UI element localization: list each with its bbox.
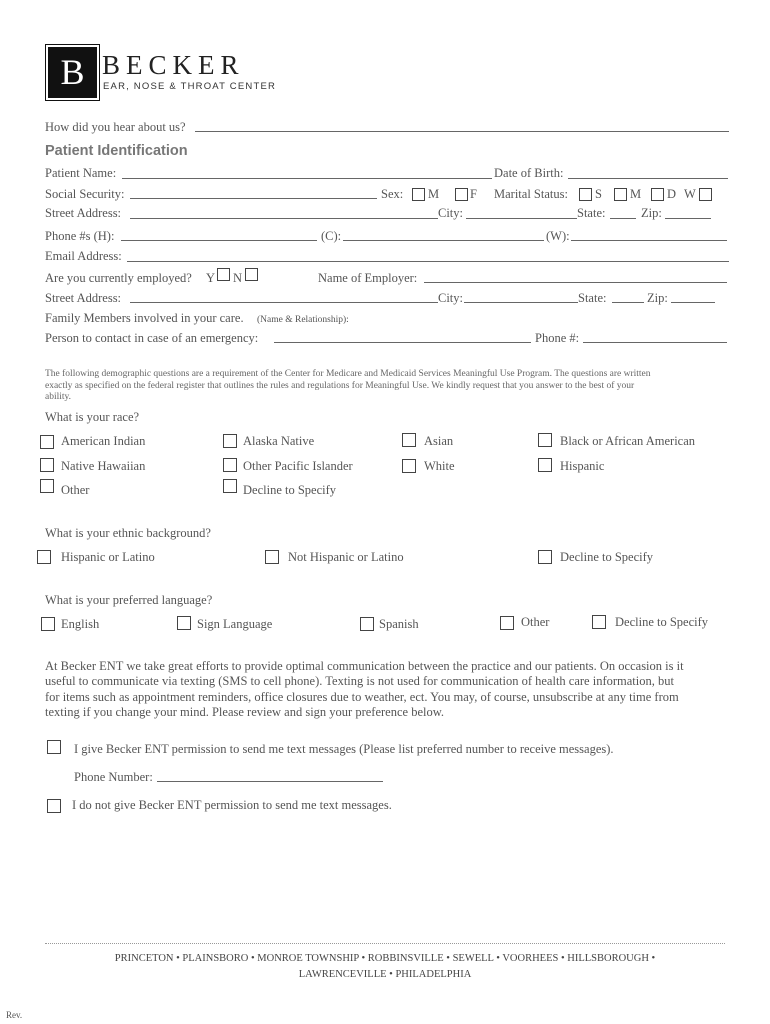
logo-mark bbox=[46, 45, 99, 100]
sms-paragraph-line-1: At Becker ENT we take great efforts to provide optimal communication between the practice and our patients. On occasion is it bbox=[45, 659, 684, 673]
marital-m-label: M bbox=[630, 187, 642, 201]
employer-street-label: Street Address: bbox=[45, 291, 122, 305]
logo-letter: B bbox=[60, 52, 85, 92]
employer-state-field[interactable] bbox=[612, 302, 644, 303]
dob-field[interactable] bbox=[568, 178, 728, 179]
race-black-checkbox[interactable] bbox=[538, 433, 552, 447]
dob-label: Date of Birth: bbox=[494, 166, 564, 180]
race-other-label: Other bbox=[61, 483, 90, 497]
sms-paragraph-line-2: useful to communicate via texting (SMS to cell phone). Texting is not used for communication of health care information, but bbox=[45, 674, 674, 688]
employed-label: Are you currently employed? bbox=[45, 271, 192, 285]
demographic-note-line-3: ability. bbox=[45, 392, 72, 402]
ethnic-hispanic-checkbox[interactable] bbox=[37, 550, 51, 564]
logo-subtitle: EAR, NOSE & THROAT CENTER bbox=[103, 81, 277, 92]
hear-about-label: How did you hear about us? bbox=[45, 120, 186, 134]
city-label: City: bbox=[438, 206, 464, 220]
race-hispanic-checkbox[interactable] bbox=[538, 458, 552, 472]
ethnic-question: What is your ethnic background? bbox=[45, 526, 211, 540]
race-other-checkbox[interactable] bbox=[40, 479, 54, 493]
sms-not-give-label: I do not give Becker ENT permission to send me text messages. bbox=[72, 798, 392, 812]
city-field[interactable] bbox=[466, 218, 577, 219]
race-white-label: White bbox=[424, 459, 455, 473]
language-question: What is your preferred language? bbox=[45, 593, 213, 607]
race-alaska-native-checkbox[interactable] bbox=[223, 434, 237, 448]
sex-label: Sex: bbox=[381, 187, 404, 201]
language-decline-checkbox[interactable] bbox=[592, 615, 606, 629]
language-english-checkbox[interactable] bbox=[41, 617, 55, 631]
race-hispanic-label: Hispanic bbox=[560, 459, 605, 473]
email-label: Email Address: bbox=[45, 249, 122, 263]
patient-name-label: Patient Name: bbox=[45, 166, 117, 180]
zip-label: Zip: bbox=[641, 206, 662, 220]
employer-city-field[interactable] bbox=[464, 302, 578, 303]
language-other-checkbox[interactable] bbox=[500, 616, 514, 630]
hear-about-field[interactable] bbox=[195, 131, 729, 132]
sms-not-give-checkbox[interactable] bbox=[47, 799, 61, 813]
sex-m-label: M bbox=[428, 187, 440, 201]
logo-name: BECKER bbox=[102, 50, 245, 80]
sms-paragraph-line-3: for items such as appointment reminders, office closures due to weather, ect. You may, of course, unsubscribe at any time from bbox=[45, 690, 679, 704]
family-note: (Name & Relationship): bbox=[257, 315, 349, 325]
ethnic-not-hispanic-checkbox[interactable] bbox=[265, 550, 279, 564]
ssn-field[interactable] bbox=[130, 198, 377, 199]
ethnic-not-hispanic-label: Not Hispanic or Latino bbox=[288, 550, 404, 564]
phone-h-label: Phone #s (H): bbox=[45, 229, 115, 243]
phone-c-field[interactable] bbox=[343, 240, 544, 241]
revision-label: Rev. bbox=[6, 1010, 23, 1020]
street-label: Street Address: bbox=[45, 206, 122, 220]
emergency-field[interactable] bbox=[274, 342, 531, 343]
sex-f-checkbox[interactable] bbox=[455, 188, 468, 201]
sms-phone-field[interactable] bbox=[157, 781, 383, 782]
language-sign-label: Sign Language bbox=[197, 617, 273, 631]
patient-name-field[interactable] bbox=[122, 178, 492, 179]
footer-locations-line-2: LAWRENCEVILLE • PHILADELPHIA bbox=[298, 969, 472, 980]
race-white-checkbox[interactable] bbox=[402, 459, 416, 473]
race-native-hawaiian-label: Native Hawaiian bbox=[61, 459, 146, 473]
email-field[interactable] bbox=[127, 261, 729, 262]
employer-street-field[interactable] bbox=[130, 302, 438, 303]
ethnic-decline-checkbox[interactable] bbox=[538, 550, 552, 564]
street-field[interactable] bbox=[130, 218, 438, 219]
marital-d-label: D bbox=[667, 187, 677, 201]
sex-f-label: F bbox=[470, 187, 477, 201]
ssn-label: Social Security: bbox=[45, 187, 125, 201]
race-american-indian-checkbox[interactable] bbox=[40, 435, 54, 449]
state-label: State: bbox=[577, 206, 606, 220]
employed-n-label: N bbox=[233, 271, 243, 285]
race-decline-checkbox[interactable] bbox=[223, 479, 237, 493]
marital-w-checkbox[interactable] bbox=[699, 188, 712, 201]
marital-s-checkbox[interactable] bbox=[579, 188, 592, 201]
sms-give-label: I give Becker ENT permission to send me text messages (Please list preferred number to receive messages). bbox=[74, 742, 614, 756]
language-decline-label: Decline to Specify bbox=[615, 615, 709, 629]
employed-n-checkbox[interactable] bbox=[245, 268, 258, 281]
language-english-label: English bbox=[61, 617, 100, 631]
employer-zip-label: Zip: bbox=[647, 291, 668, 305]
emergency-phone-field[interactable] bbox=[583, 342, 727, 343]
employer-city-label: City: bbox=[438, 291, 464, 305]
employer-state-label: State: bbox=[578, 291, 607, 305]
language-spanish-label: Spanish bbox=[379, 617, 419, 631]
employer-label: Name of Employer: bbox=[318, 271, 418, 285]
sms-phone-label: Phone Number: bbox=[74, 770, 153, 784]
state-field[interactable] bbox=[610, 218, 636, 219]
race-question: What is your race? bbox=[45, 410, 140, 424]
race-asian-label: Asian bbox=[424, 434, 454, 448]
sms-give-checkbox[interactable] bbox=[47, 740, 61, 754]
sex-m-checkbox[interactable] bbox=[412, 188, 425, 201]
language-sign-checkbox[interactable] bbox=[177, 616, 191, 630]
race-native-hawaiian-checkbox[interactable] bbox=[40, 458, 54, 472]
phone-w-label: (W): bbox=[546, 229, 570, 243]
family-label: Family Members involved in your care. bbox=[45, 311, 244, 325]
race-alaska-native-label: Alaska Native bbox=[243, 434, 315, 448]
footer-locations-line-1: PRINCETON • PLAINSBORO • MONROE TOWNSHIP • ROBBINSVILLE • SEWELL • VOORHEES • HILLSBOROUGH • bbox=[114, 953, 656, 964]
language-spanish-checkbox[interactable] bbox=[360, 617, 374, 631]
ethnic-hispanic-label: Hispanic or Latino bbox=[61, 550, 155, 564]
race-american-indian-label: American Indian bbox=[61, 434, 146, 448]
demographic-note-line-2: exactly as specified on the federal register that outlines the rules and regulations for Meaningful Use. We kindly request that you answer to the best of your bbox=[45, 381, 635, 391]
phone-w-field[interactable] bbox=[571, 240, 727, 241]
patient-id-heading: Patient Identification bbox=[45, 143, 188, 159]
ethnic-decline-label: Decline to Specify bbox=[560, 550, 654, 564]
employer-field[interactable] bbox=[424, 282, 727, 283]
phone-h-field[interactable] bbox=[121, 240, 317, 241]
marital-s-label: S bbox=[595, 187, 602, 201]
marital-w-label: W bbox=[684, 187, 696, 201]
marital-label: Marital Status: bbox=[494, 187, 568, 201]
footer-divider bbox=[45, 943, 725, 944]
demographic-note-line-1: The following demographic questions are a requirement of the Center for Medicare and Medicaid Services Meaningful Use Program. The questions are written bbox=[45, 369, 651, 379]
employed-y-label: Y bbox=[206, 271, 216, 285]
race-pacific-islander-label: Other Pacific Islander bbox=[243, 459, 353, 473]
language-other-label: Other bbox=[521, 615, 550, 629]
sms-paragraph-line-4: texting if you change your mind. Please review and sign your preference below. bbox=[45, 705, 445, 719]
race-decline-label: Decline to Specify bbox=[243, 483, 337, 497]
marital-m-checkbox[interactable] bbox=[614, 188, 627, 201]
emergency-phone-label: Phone #: bbox=[535, 331, 580, 345]
race-black-label: Black or African American bbox=[560, 434, 696, 448]
marital-d-checkbox[interactable] bbox=[651, 188, 664, 201]
employed-y-checkbox[interactable] bbox=[217, 268, 230, 281]
race-pacific-islander-checkbox[interactable] bbox=[223, 458, 237, 472]
emergency-label: Person to contact in case of an emergency: bbox=[45, 331, 259, 345]
zip-field[interactable] bbox=[665, 218, 711, 219]
race-asian-checkbox[interactable] bbox=[402, 433, 416, 447]
phone-c-label: (C): bbox=[321, 229, 342, 243]
employer-zip-field[interactable] bbox=[671, 302, 715, 303]
